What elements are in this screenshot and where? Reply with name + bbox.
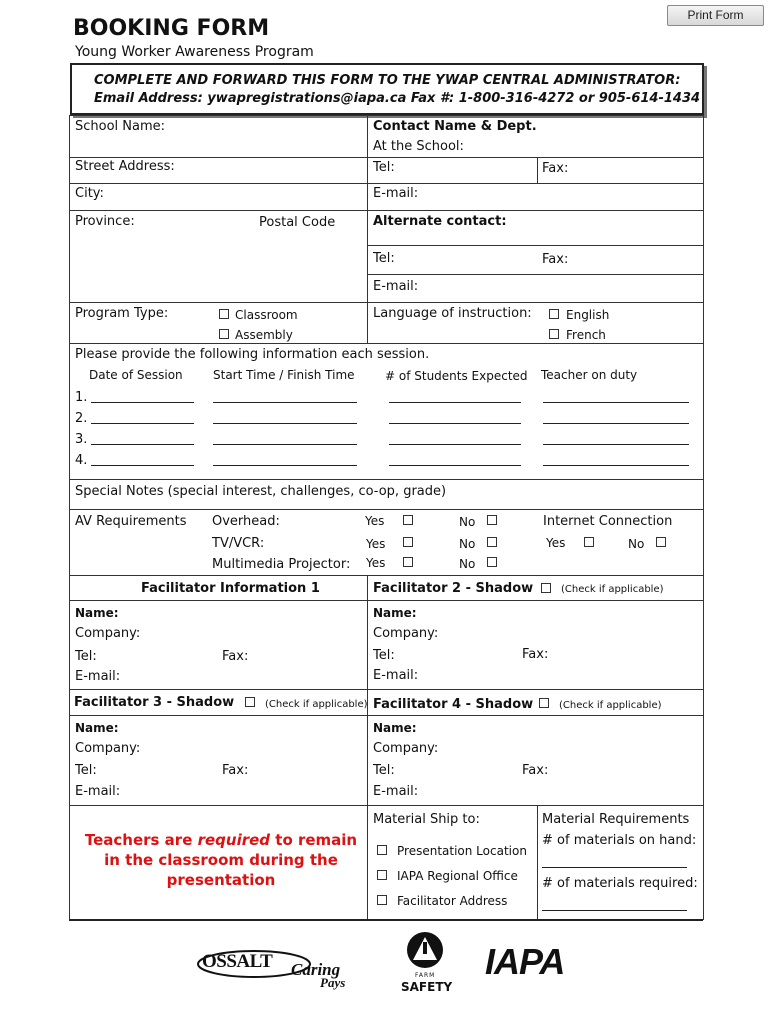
- contact-fax-label: Fax:: [542, 161, 569, 176]
- column-divider: [367, 575, 368, 920]
- english-checkbox[interactable]: [549, 309, 559, 319]
- f1-company-label: Company:: [75, 626, 141, 641]
- notice-prefix: Teachers are: [84, 831, 198, 849]
- session-row-number: 4.: [75, 453, 88, 468]
- session-date-field[interactable]: [91, 465, 194, 466]
- tv-yes-checkbox[interactable]: [403, 537, 413, 547]
- f4-email-label: E-mail:: [373, 784, 419, 799]
- session-students-field[interactable]: [389, 444, 521, 445]
- iapa-logo: IAPA: [485, 941, 565, 982]
- province-label: Province:: [75, 214, 135, 229]
- caring-wordmark: Caring: [291, 960, 341, 979]
- tv-yes-label: Yes: [366, 537, 386, 551]
- overhead-label: Overhead:: [212, 514, 280, 529]
- f2-fax-label: Fax:: [522, 647, 549, 662]
- banner-line-2: Email Address: ywapregistrations@iapa.ca Fax #: 1-800-316-4272 or 905-614-1434: [94, 91, 701, 106]
- overhead-no-checkbox[interactable]: [487, 515, 497, 525]
- divider: [69, 479, 703, 480]
- material-requirements-label: Material Requirements: [542, 812, 690, 827]
- divider: [69, 115, 703, 116]
- banner-line-1: COMPLETE AND FORWARD THIS FORM TO THE YWAP CENTRAL ADMINISTRATOR:: [94, 73, 681, 88]
- at-school-label: At the School:: [373, 139, 464, 154]
- f2-email-label: E-mail:: [373, 668, 419, 683]
- ossalt-wordmark: OSSALT: [202, 951, 273, 972]
- contact-tel-label: Tel:: [373, 160, 395, 175]
- ship-presentation-checkbox[interactable]: [377, 845, 387, 855]
- french-checkbox[interactable]: [549, 329, 559, 339]
- ship-iapa-label: IAPA Regional Office: [397, 869, 518, 883]
- farm-safety-logo: [397, 930, 453, 996]
- facilitator-3-checkbox[interactable]: [245, 697, 255, 707]
- materials-on-hand-label: # of materials on hand:: [542, 833, 697, 848]
- notice-line-3: presentation: [166, 871, 276, 889]
- f1-name-label: Name:: [75, 606, 119, 620]
- projector-label: Multimedia Projector:: [212, 557, 351, 572]
- tv-vcr-label: TV/VCR:: [212, 536, 265, 551]
- notice-suffix: to remain: [270, 831, 358, 849]
- ossalt-caring-pays-logo: [196, 944, 371, 992]
- sessions-intro: Please provide the following information each session.: [75, 347, 430, 362]
- instructions-banner: [70, 63, 704, 115]
- start-finish-header: Start Time / Finish Time: [213, 368, 355, 382]
- postal-code-label: Postal Code: [259, 215, 336, 230]
- av-requirements-label: AV Requirements: [75, 514, 187, 529]
- program-type-label: Program Type:: [75, 306, 169, 321]
- ship-presentation-label: Presentation Location: [397, 844, 527, 858]
- divider: [69, 183, 703, 184]
- f1-tel-label: Tel:: [75, 649, 97, 664]
- alternate-email-label: E-mail:: [373, 279, 419, 294]
- divider: [69, 302, 703, 303]
- session-row-number: 1.: [75, 390, 88, 405]
- divider: [69, 157, 703, 158]
- f3-tel-label: Tel:: [75, 763, 97, 778]
- facilitator-3-check-note: (Check if applicable): [265, 699, 368, 710]
- f2-company-label: Company:: [373, 626, 439, 641]
- f2-name-label: Name:: [373, 606, 417, 620]
- f1-fax-label: Fax:: [222, 649, 249, 664]
- session-students-field[interactable]: [389, 465, 521, 466]
- column-divider: [367, 115, 368, 343]
- internet-no-checkbox[interactable]: [656, 537, 666, 547]
- ship-facilitator-label: Facilitator Address: [397, 894, 508, 908]
- street-address-label: Street Address:: [75, 159, 175, 174]
- facilitator-3-title: Facilitator 3 - Shadow: [74, 695, 235, 710]
- session-row-number: 3.: [75, 432, 88, 447]
- divider: [69, 600, 703, 601]
- divider: [367, 245, 703, 246]
- materials-on-hand-field[interactable]: [542, 867, 687, 868]
- safety-label: SAFETY: [401, 980, 453, 994]
- divider: [69, 805, 703, 806]
- column-divider: [537, 805, 538, 920]
- contact-email-label: E-mail:: [373, 186, 419, 201]
- facilitator-4-check-note: (Check if applicable): [559, 700, 662, 711]
- divider: [69, 715, 703, 716]
- notice-line-2: in the classroom during the: [104, 851, 338, 869]
- projector-yes-checkbox[interactable]: [403, 557, 413, 567]
- assembly-option-label: Assembly: [235, 328, 293, 342]
- session-time-field[interactable]: [213, 465, 357, 466]
- session-time-field[interactable]: [213, 423, 357, 424]
- f3-email-label: E-mail:: [75, 784, 121, 799]
- session-teacher-field[interactable]: [543, 465, 689, 466]
- internet-connection-label: Internet Connection: [543, 514, 673, 529]
- print-form-button[interactable]: Print Form: [667, 5, 764, 26]
- notice-emphasis: required: [197, 831, 271, 849]
- alternate-tel-label: Tel:: [373, 251, 395, 266]
- session-students-field[interactable]: [389, 423, 521, 424]
- session-date-field[interactable]: [91, 402, 194, 403]
- internet-no-label: No: [628, 537, 645, 551]
- facilitator-2-checkbox[interactable]: [541, 583, 551, 593]
- program-subtitle: Young Worker Awareness Program: [75, 44, 314, 60]
- facilitator-4-checkbox[interactable]: [539, 698, 549, 708]
- f4-fax-label: Fax:: [522, 763, 549, 778]
- divider: [69, 689, 703, 690]
- date-of-session-header: Date of Session: [89, 368, 183, 382]
- ship-iapa-checkbox[interactable]: [377, 870, 387, 880]
- session-time-field[interactable]: [213, 402, 357, 403]
- divider: [537, 157, 538, 183]
- divider: [367, 274, 703, 275]
- internet-yes-checkbox[interactable]: [584, 537, 594, 547]
- classroom-option-label: Classroom: [235, 308, 298, 322]
- projector-no-label: No: [459, 557, 476, 571]
- city-label: City:: [75, 186, 104, 201]
- language-label: Language of instruction:: [373, 306, 532, 321]
- classroom-checkbox[interactable]: [219, 309, 229, 319]
- form-left-border: [69, 115, 70, 920]
- students-expected-header: # of Students Expected: [385, 369, 528, 383]
- session-students-field[interactable]: [389, 402, 521, 403]
- session-row-number: 2.: [75, 411, 88, 426]
- alternate-fax-label: Fax:: [542, 252, 569, 267]
- session-date-field[interactable]: [91, 423, 194, 424]
- f1-email-label: E-mail:: [75, 669, 121, 684]
- tv-no-label: No: [459, 537, 476, 551]
- material-ship-label: Material Ship to:: [373, 812, 480, 827]
- teachers-required-notice: [81, 830, 361, 890]
- facilitator-2-title: Facilitator 2 - Shadow: [373, 581, 534, 596]
- divider: [69, 575, 703, 576]
- overhead-no-label: No: [459, 515, 476, 529]
- projector-no-checkbox[interactable]: [487, 557, 497, 567]
- form-title: BOOKING FORM: [73, 16, 270, 41]
- assembly-checkbox[interactable]: [219, 329, 229, 339]
- pays-wordmark: Pays: [320, 975, 346, 990]
- f3-fax-label: Fax:: [222, 763, 249, 778]
- tv-no-checkbox[interactable]: [487, 537, 497, 547]
- materials-required-field[interactable]: [542, 910, 687, 911]
- internet-yes-label: Yes: [546, 536, 566, 550]
- session-teacher-field[interactable]: [543, 444, 689, 445]
- english-option-label: English: [566, 308, 610, 322]
- farm-safety-emblem: [397, 930, 453, 974]
- session-teacher-field[interactable]: [543, 423, 689, 424]
- ship-facilitator-checkbox[interactable]: [377, 895, 387, 905]
- teacher-on-duty-header: Teacher on duty: [541, 368, 638, 382]
- f2-tel-label: Tel:: [373, 648, 395, 663]
- farm-label: FARM: [415, 972, 436, 979]
- f4-tel-label: Tel:: [373, 763, 395, 778]
- divider: [69, 210, 703, 211]
- school-name-label: School Name:: [75, 119, 166, 134]
- overhead-yes-label: Yes: [365, 514, 385, 528]
- f4-name-label: Name:: [373, 721, 417, 735]
- f3-name-label: Name:: [75, 721, 119, 735]
- french-option-label: French: [566, 328, 606, 342]
- f3-company-label: Company:: [75, 741, 141, 756]
- projector-yes-label: Yes: [366, 556, 386, 570]
- facilitator-4-title: Facilitator 4 - Shadow: [373, 697, 534, 712]
- session-teacher-field[interactable]: [543, 402, 689, 403]
- contact-name-label: Contact Name & Dept.: [373, 119, 537, 134]
- overhead-yes-checkbox[interactable]: [403, 515, 413, 525]
- f4-company-label: Company:: [373, 741, 439, 756]
- form-right-border: [703, 115, 704, 920]
- divider: [69, 343, 703, 344]
- materials-required-label: # of materials required:: [542, 876, 698, 891]
- session-date-field[interactable]: [91, 444, 194, 445]
- session-time-field[interactable]: [213, 444, 357, 445]
- alternate-contact-label: Alternate contact:: [373, 214, 507, 229]
- facilitator-2-check-note: (Check if applicable): [561, 584, 664, 595]
- facilitator-1-title: Facilitator Information 1: [141, 581, 320, 596]
- divider: [69, 509, 703, 510]
- form-bottom-border: [69, 919, 703, 921]
- special-notes-label: Special Notes (special interest, challenges, co-op, grade): [75, 484, 447, 499]
